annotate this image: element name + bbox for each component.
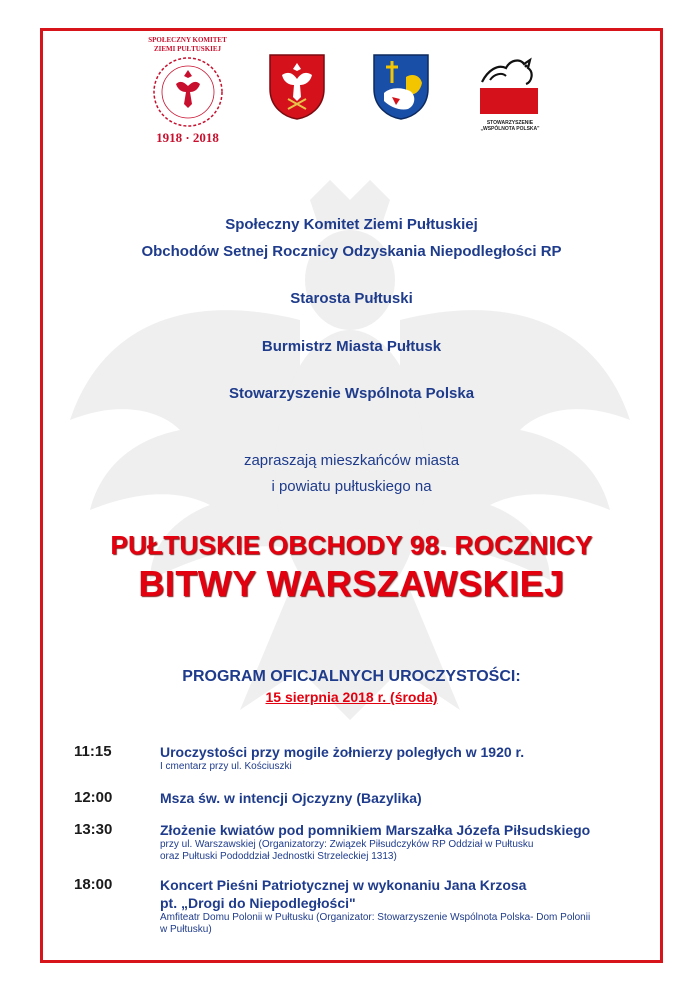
event-time: 11:15 <box>74 743 112 760</box>
event-detail: I cmentarz przy ul. Kościuszki <box>160 761 292 772</box>
event-detail-2: w Pułtusku) <box>160 924 212 935</box>
association-logo-line1: STOWARZYSZENIE <box>486 120 534 126</box>
program-heading: PROGRAM OFICJALNYCH UROCZYSTOŚCI: <box>182 668 521 685</box>
committee-logo-line1: SPOŁECZNY KOMITET <box>148 36 227 44</box>
event-detail: Amfiteatr Domu Polonii w Pułtusku (Organizator: Stowarzyszenie Wspólnota Polska- Dom Polonii <box>160 912 591 923</box>
event-title-line-2: BITWY WARSZAWSKIEJ <box>138 563 565 604</box>
invite-line-1: zapraszają mieszkańców miasta <box>243 452 460 469</box>
event-name: Koncert Pieśni Patriotycznej w wykonaniu Jana Krzosa <box>160 877 527 893</box>
organizer-line-2: Obchodów Setnej Rocznicy Odzyskania Niepodległości RP <box>141 243 562 260</box>
association-logo-text <box>478 120 542 132</box>
event-name: Złożenie kwiatów pod pomnikiem Marszałka Józefa Piłsudskiego <box>160 822 591 838</box>
event-name: Msza św. w intencji Ojczyzny (Bazylika) <box>160 790 422 806</box>
organizer-line-5: Stowarzyszenie Wspólnota Polska <box>228 385 475 402</box>
committee-logo-line2: ZIEMI PUŁTUSKIEJ <box>153 45 222 53</box>
committee-logo-years: 1918 · 2018 <box>156 130 219 145</box>
event-name-2: pt. „Drogi do Niepodległości" <box>160 895 356 911</box>
program-date: 15 sierpnia 2018 r. (środa) <box>265 689 438 705</box>
organizer-line-3: Starosta Pułtuski <box>290 290 413 307</box>
invite-line-2: i powiatu pułtuskiego na <box>271 478 432 495</box>
event-name: Uroczystości przy mogile żołnierzy poległych w 1920 r. <box>160 744 525 760</box>
event-detail: przy ul. Warszawskiej (Organizatorzy: Związek Piłsudczyków RP Oddział w Pułtusku <box>160 839 534 850</box>
town-coat-of-arms-icon <box>372 53 430 121</box>
event-time: 13:30 <box>74 821 113 838</box>
event-time: 12:00 <box>74 789 113 806</box>
event-title-line-1: PUŁTUSKIE OBCHODY 98. ROCZNICY <box>110 530 593 560</box>
event-time: 18:00 <box>74 876 113 893</box>
organizer-line-1: Społeczny Komitet Ziemi Pułtuskiej <box>225 216 478 233</box>
event-detail-2: oraz Pułtuski Pododdział Jednostki Strzeleckiej 1313) <box>160 851 397 862</box>
eagle-flag-logo-icon <box>476 52 542 118</box>
organizer-line-4: Burmistrz Miasta Pułtusk <box>261 338 442 355</box>
committee-logo <box>140 36 235 146</box>
association-logo-line2: „WSPÓLNOTA POLSKA" <box>480 126 540 132</box>
county-coat-of-arms-icon <box>268 53 326 121</box>
white-eagle-emblem-icon <box>152 56 224 128</box>
